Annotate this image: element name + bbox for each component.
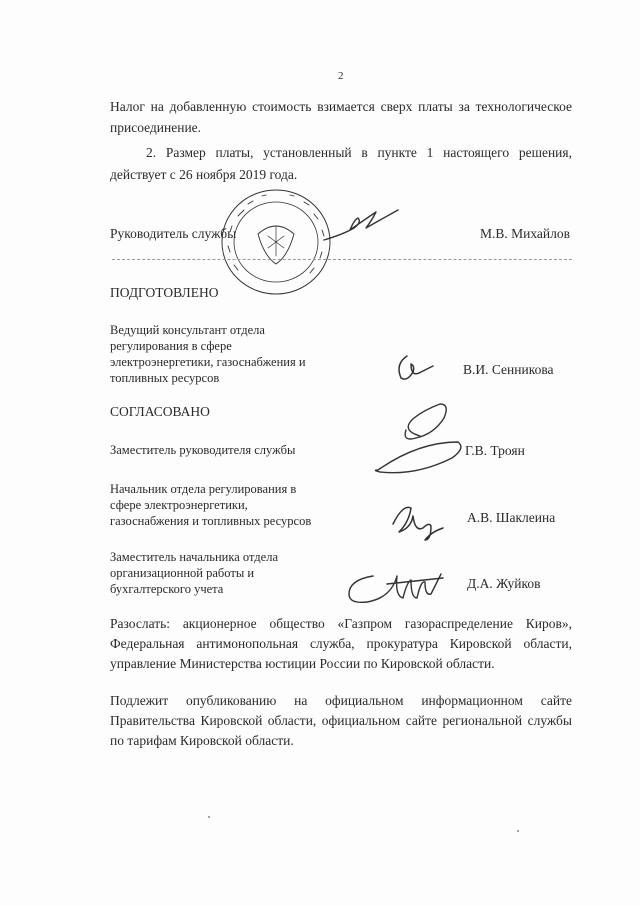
signer-2-line-3: газоснабжения и топливных ресурсов — [110, 514, 312, 528]
signer-3-line-2: организационной работы и — [110, 566, 255, 580]
separator-line — [112, 259, 572, 260]
signer-2-name: А.В. Шаклеина — [467, 510, 556, 525]
head-name: М.В. Михайлов — [480, 226, 571, 241]
signer-3-name: Д.А. Жуйков — [467, 576, 541, 591]
prepared-name: В.И. Сенникова — [463, 362, 554, 377]
scan-speck — [208, 816, 210, 818]
prepared-line-1: Ведущий консультант отдела — [110, 323, 265, 337]
signer-2-signature — [385, 498, 445, 542]
prepared-heading: ПОДГОТОВЛЕНО — [110, 285, 219, 300]
tax-paragraph-line-1: Налог на добавленную стоимость взимается сверх платы за технологическое — [110, 99, 572, 114]
head-position: Руководитель службы — [110, 226, 237, 241]
publication-line-1: Подлежит опубликованию на официальном информационном сайте — [110, 693, 572, 708]
signer-1-line-1: Заместитель руководителя службы — [110, 443, 296, 457]
clause-2-line-2: действует с 26 ноября 2019 года. — [110, 167, 298, 182]
distribution-line-3: управление Министерства юстиции России по Кировской области. — [110, 656, 495, 671]
distribution-line-1: Разослать: акционерное общество «Газпром газораспределение Киров», — [110, 616, 572, 631]
publication-line-2: Правительства Кировской области, официальном сайте региональной службы — [110, 713, 572, 728]
prepared-line-3: электроэнергетики, газоснабжения и — [110, 355, 306, 369]
clause-2-line-1: 2. Размер платы, установленный в пункте 1 настоящего решения, — [146, 145, 572, 160]
signer-1-signature — [370, 398, 470, 482]
head-signature — [320, 208, 410, 248]
signer-1-name: Г.В. Троян — [465, 443, 525, 458]
prepared-line-4: топливных ресурсов — [110, 371, 220, 385]
signer-2-line-1: Начальник отдела регулирования в — [110, 482, 297, 496]
publication-line-3: по тарифам Кировской области. — [110, 733, 294, 748]
page-number: 2 — [338, 70, 344, 82]
distribution-line-2: Федеральная антимонопольная служба, прокуратура Кировской области, — [110, 636, 572, 651]
tax-paragraph-line-2: присоединение. — [110, 120, 202, 135]
signer-3-signature — [343, 562, 449, 610]
scan-speck — [517, 830, 519, 832]
agreed-heading: СОГЛАСОВАНО — [110, 404, 210, 419]
prepared-signature — [393, 350, 437, 386]
signer-3-line-1: Заместитель начальника отдела — [110, 550, 278, 564]
signer-3-line-3: бухгалтерского учета — [110, 582, 224, 596]
prepared-line-2: регулирования в сфере — [110, 339, 232, 353]
signer-2-line-2: сфере электроэнергетики, — [110, 498, 248, 512]
